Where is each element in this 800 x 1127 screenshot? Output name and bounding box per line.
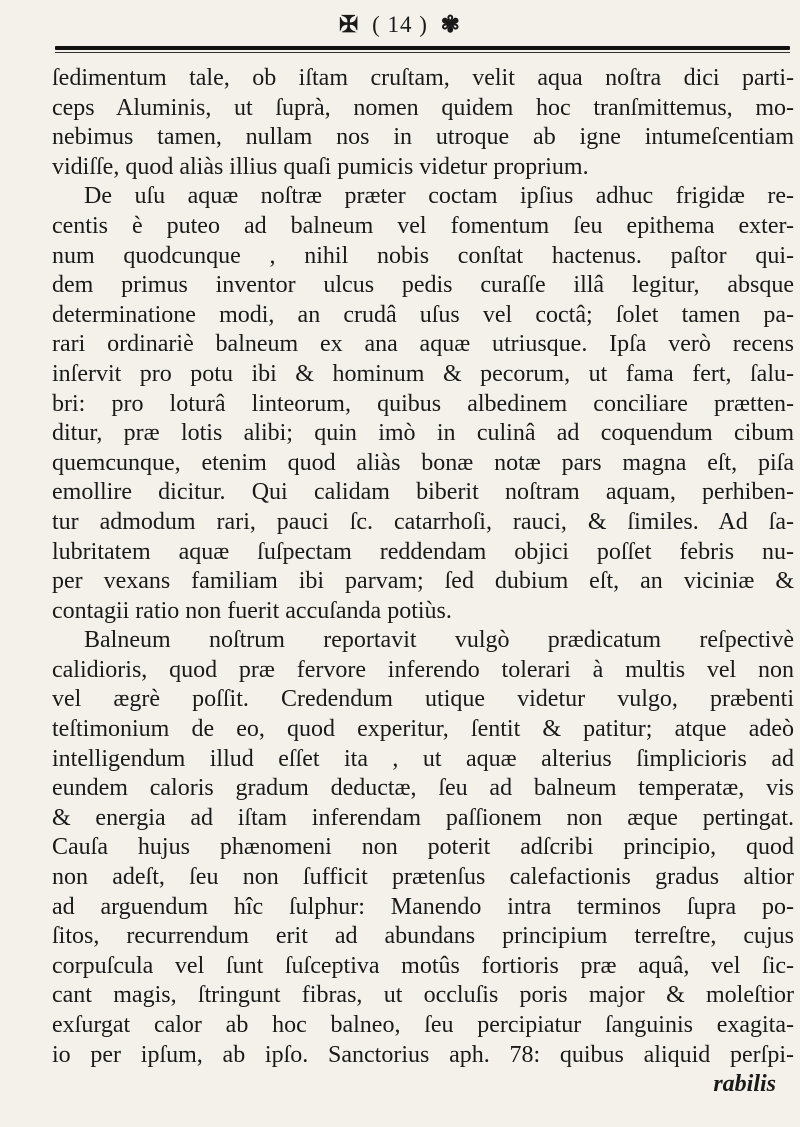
text-line: ſedimentum tale, ob iſtam cruſtam, velit aqua noſtra dici parti-: [52, 65, 794, 91]
text-line: ad arguendum hîc ſulphur: Manendo intra terminos ſupra po-: [52, 893, 794, 920]
page-number: ( 14 ): [372, 12, 428, 37]
text-line: De uſu aquæ noſtræ præter coctam ipſius adhuc frigidæ re-: [84, 183, 794, 210]
text-line: rari ordinariè balneum ex ana aquæ utriusque. Ipſa verò recens: [52, 331, 794, 358]
text-line: calidioris, quod præ fervore inferendo tolerari à multis vel non: [52, 656, 794, 683]
text-line: vel ægrè poſſit. Credendum utique videtur vulgo, præbenti: [52, 686, 794, 713]
text-line: Balneum noſtrum reportavit vulgò prædicatum reſpectivè: [84, 627, 794, 654]
cross-ornament-icon: ✠: [339, 12, 360, 37]
text-line: num quodcunque , nihil nobis conſtat hactenus. paſtor qui-: [52, 242, 794, 269]
text-line: corpuſcula vel ſunt ſuſceptiva motûs fortioris præ aquâ, vel ſic-: [52, 952, 794, 979]
text-line: eundem caloris gradum deductæ, ſeu ad balneum temperatæ, vis: [52, 775, 794, 802]
text-line: teſtimonium de eo, quod experitur, ſentit & patitur; atque adeò: [52, 716, 794, 743]
body-text: [52, 64, 794, 1100]
text-line: inſervit pro potu ibi & hominum & pecorum, ut fama fert, ſalu-: [52, 360, 794, 387]
text-line: ditur, præ lotis alibi; quin imò in culinâ ad coquendum cibum: [52, 420, 794, 447]
text-line: rabilis: [713, 1071, 776, 1098]
text-line: determinatione modi, an crudâ uſus vel coctâ; ſolet tamen pa-: [52, 301, 794, 328]
text-line: cant magis, ſtringunt fibras, ut occluſis poris major & moleſtior: [52, 982, 794, 1009]
text-line: lubritatem aquæ ſuſpectam reddendam objici poſſet febris nu-: [52, 538, 794, 565]
text-line: ceps Aluminis, ut ſuprà, nomen quidem hoc tranſmittemus, mo-: [52, 94, 794, 121]
text-line: emollire dicitur. Qui calidam biberit noſtram aquam, perhiben-: [52, 479, 794, 506]
text-line: per vexans familiam ibi parvam; ſed dubium eſt, an viciniæ &: [52, 568, 794, 595]
text-line: non adeſt, ſeu non ſufficit prætenſus calefactionis gradus altior: [52, 864, 794, 891]
text-line: Cauſa hujus phænomeni non poterit adſcribi principio, quod: [52, 834, 794, 861]
text-line: vidiſſe, quod aliàs illius quaſi pumicis videtur proprium.: [52, 153, 589, 180]
text-line: ſitos, recurrendum erit ad abundans principium terreſtre, cujus: [52, 923, 794, 950]
text-line: bri: pro loturâ linteorum, quibus albedinem conciliare prætten-: [52, 390, 794, 417]
text-line: & energia ad iſtam inferendam paſſionem non æque pertingat.: [52, 804, 794, 831]
page-header: [0, 12, 800, 38]
text-line: centis è puteo ad balneum vel fomentum ſeu epithema exter-: [52, 212, 794, 239]
text-line: io per ipſum, ab ipſo. Sanctorius aph. 78: quibus aliquid perſpi-: [52, 1041, 794, 1068]
text-line: nebimus tamen, nullam nos in utroque ab igne intumeſcentiam: [52, 124, 794, 151]
header-rule-thin: [55, 52, 790, 53]
text-line: contagii ratio non fuerit accuſanda potiùs.: [52, 597, 452, 624]
text-line: intelligendum illud eſſet ita , ut aquæ alterius ſimplicioris ad: [52, 745, 794, 772]
text-line: quemcunque, etenim quod aliàs bonæ notæ pars magna eſt, piſa: [52, 449, 794, 476]
flower-ornament-icon: ✾: [440, 12, 461, 37]
header-rule: [55, 46, 790, 50]
text-line: exſurgat calor ab hoc balneo, ſeu percipiatur ſanguinis exagita-: [52, 1012, 794, 1038]
text-line: tur admodum rari, pauci ſc. catarrhoſi, rauci, & ſimiles. Ad ſa-: [52, 508, 794, 535]
text-line: dem primus inventor ulcus pedis curaſſe illâ legitur, absque: [52, 272, 794, 299]
